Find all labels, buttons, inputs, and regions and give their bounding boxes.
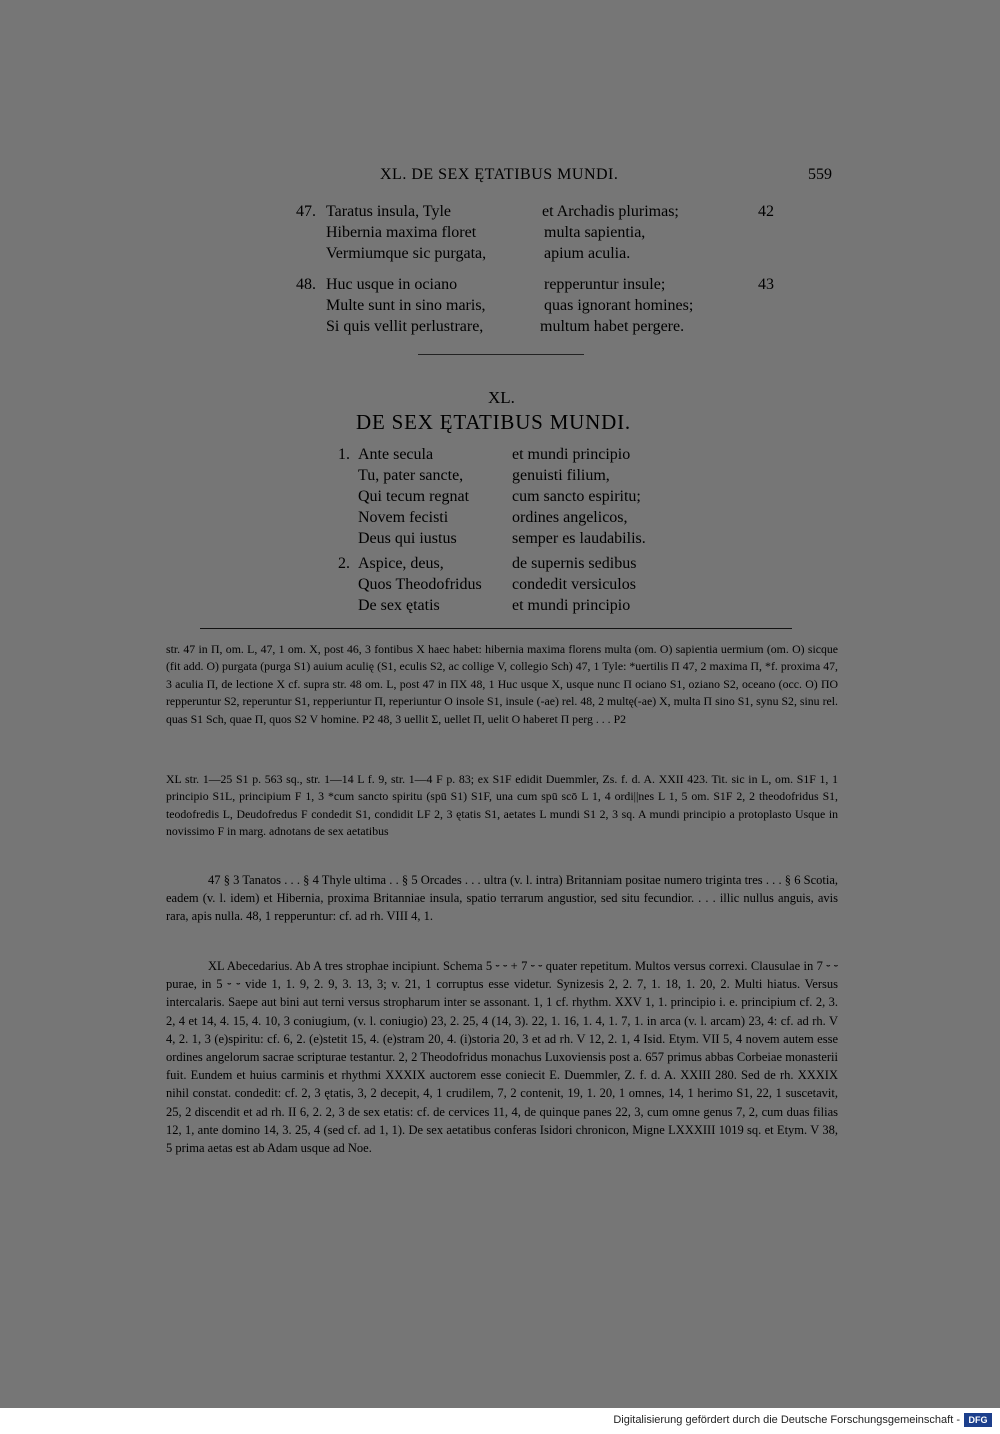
stanza-number: 2.	[338, 555, 350, 572]
verse-right: cum sancto espiritu;	[512, 488, 641, 505]
verse-left: Deus qui iustus	[358, 530, 457, 547]
running-head: XL. DE SEX ĘTATIBUS MUNDI.	[380, 166, 619, 183]
verse-right: ordines angelicos,	[512, 509, 628, 526]
verse-right: et mundi principio	[512, 446, 631, 463]
verse-right: et mundi principio	[512, 597, 631, 614]
verse-right: quas ignorant homines;	[544, 297, 694, 314]
verse-right: semper es laudabilis.	[512, 530, 646, 547]
poem-title: DE SEX ĘTATIBUS MUNDI.	[356, 410, 631, 434]
verse-left: Si quis vellit perlustrare,	[326, 318, 484, 335]
verse-left: Qui tecum regnat	[358, 488, 470, 505]
dfg-logo[interactable]: DFG	[964, 1413, 992, 1427]
apparatus-note-48: str. 47 in Π, om. L, 47, 1 om. X, post 46, 3 fontibus X haec habet: hibernia maxima florens multa (om. O) sapientia uermium (om. O) sicque (fit add. O) purgata (purga S1) auium aculię (S1, eculis S2, ac collige V, collegio Sch) 47, 1 Tyle: *uertilis Π 47, 2 maxima Π, *f. proxima 47, 3 aculia Π, de lectione X cf. supra str. 48 om. L, post 47 in ΠX 48, 1 Huc usque X, usque nunc Π ociano S1, oziano S2, oceano (occ. O) ΠO repperuntur S2, reperuntur S1, repperiuntur Π, reperiuntur O insole S1, insule (-ae) rel. 48, 2 multę(-ae) X, multa Π sino S1, synu S2, sinu rel. quas S1 Sch, quae Π, quos S2 V homine. P2 48, 3 uellit Σ, uellet Π, uelit O haberet Π perg . . . P2	[166, 642, 838, 726]
verse-left: Aspice, deus,	[358, 555, 444, 572]
verse-left: Quos Theodofridus	[358, 576, 482, 593]
verse-right: repperuntur insule;	[544, 276, 666, 293]
poem-number: XL.	[488, 388, 515, 407]
verse-left: Hibernia maxima floret	[326, 224, 477, 241]
section-divider	[418, 354, 584, 355]
verse-right: apium aculia.	[544, 245, 631, 262]
verse-right: de supernis sedibus	[512, 555, 637, 572]
stanza-number: 47.	[296, 203, 316, 220]
verse-left: Taratus insula, Tyle	[326, 203, 451, 220]
commentary-note-xl	[166, 957, 838, 1157]
verse-left: Vermiumque sic purgata,	[326, 245, 487, 262]
verse-left: Tu, pater sancte,	[358, 467, 464, 484]
commentary-paragraph: XL Abecedarius. Ab A tres strophae incipiunt. Schema 5 ⏑ ⏑ + 7 ⏑ ⏑ quater repetitum. Multos versus correxi. Clausulae in 7 ⏑ ⏑ purae, in 5 ⏑ ⏑ vide 1, 1. 9, 2. 9, 3. 13, 3; v. 21, 1 corruptus esse videtur. Synizesis 2, 2. 7, 1. 18, 1. 20, 2. Multi hiatus. Versus intercalaris. Saepe aut bini aut terni versus stropharum inter se assonant. 1, 1 cf. rhythm. XXV 1, 1. principio i. e. principium cf. 2, 3. 2, 4 et 14, 4. 15, 4. 10, 3 coniugium, (v. l. coniugio) 23, 2. 25, 4 (14, 3). 22, 1. 16, 1. 4, 1. 7, 1. in arca (v. l. arcam) 23, 4: cf. ad rh. V 4, 2. 1, 3 (e)spiritu: cf. 6, 2. (e)stetit 15, 4. (e)stram 20, 4. (i)storia 20, 3 et ad rh. V 12, 2. 1, 4 Isid. Etym. VII 5, 4 novem autem esse ordines angelorum sacrae scripturae testantur. 2, 2 Theodofridus monachus Luxoviensis post a. 657 primus abbas Corbeiae monasterii fuit. Eundem et huius carminis et rhythmi XXXIX auctorem esse coniecit E. Duemmler, Z. f. d. A. XXIII 280. Sed de rh. XXXIX nihil constat. condedit: cf. 2, 3 ętatis, 3, 2 decepit, 4, 1 crudilem, 7, 2 contenit, 19, 1. 20, 1 omnes, 14, 1 herimo S1, 22, 1 suscetavit, 25, 2 discendit et ad rh. II 6, 2. 2, 3 de sex etatis: cf. de cervices 11, 4, de quinque panes 22, 3, cum omne genus 7, 2, cum duas filias 12, 1, ante domino 14, 3. 25, 4 (sed cf. ad 1, 1). De sex aetatibus conferas Isidori chronicon, Migne LXXXIII 1019 sq. et Etym. V 38, 5 prima aetas est ab Adam usque ad Noe.	[166, 959, 838, 1156]
verse-left: De sex ętatis	[358, 597, 440, 614]
stanza-number: 1.	[338, 446, 350, 463]
verse-right: et Archadis plurimas;	[542, 203, 679, 220]
verse-right: multa sapientia,	[544, 224, 646, 241]
verse-left: Multe sunt in sino maris,	[326, 297, 486, 314]
verse-left: Ante secula	[358, 446, 434, 463]
stanza-number: 48.	[296, 276, 316, 293]
digitization-footer	[0, 1408, 1000, 1434]
apparatus-divider	[200, 628, 792, 629]
line-reference: 43	[758, 276, 774, 293]
funding-credit: Digitalisierung gefördert durch die Deutsche Forschungsgemeinschaft -	[613, 1414, 960, 1426]
line-reference: 42	[758, 203, 774, 220]
page-number: 559	[808, 166, 832, 183]
verse-right: multum habet pergere.	[540, 318, 685, 335]
commentary-paragraph: 47 § 3 Tanatos . . . § 4 Thyle ultima . . § 5 Orcades . . . ultra (v. l. intra) Britanniam positae numero triginta tres . . . § 6 Scotia, eadem (v. l. idem) et Hibernia, proxima Britanniae insula, spatio terrarum angustior, sed situ fecundior. . . . illic nullus anguis, avis rara, apis nulla. 48, 1 repperuntur: cf. ad rh. VIII 4, 1.	[166, 873, 838, 924]
verse-left: Novem fecisti	[358, 509, 449, 526]
verse-right: condedit versiculos	[512, 576, 636, 593]
apparatus-note-xl: XL str. 1—25 S1 p. 563 sq., str. 1—14 L f. 9, str. 1—4 F p. 83; ex S1F edidit Duemmler, Zs. f. d. A. XXII 423. Tit. sic in L, om. S1F 1, 1 principio S1L, principium F 1, 3 *cum sancto spiritu (spū S1) S1F, una cum spū scō L 1, 4 ordi||nes L 1, 5 om. S1F 2, 2 theodofridus S1, teodofredis L, Deudofredus F condedit S1, condidit LF 2, 3 ętatis S1, aetates L mundi S1 2, 3 sq. A mundi principio a protoplasto Usque in novissimo F in marg. adnotans de sex aetatibus	[166, 772, 838, 839]
verse-left: Huc usque in ociano	[326, 276, 458, 293]
commentary-note-47	[166, 871, 838, 926]
verse-right: genuisti filium,	[512, 467, 610, 484]
